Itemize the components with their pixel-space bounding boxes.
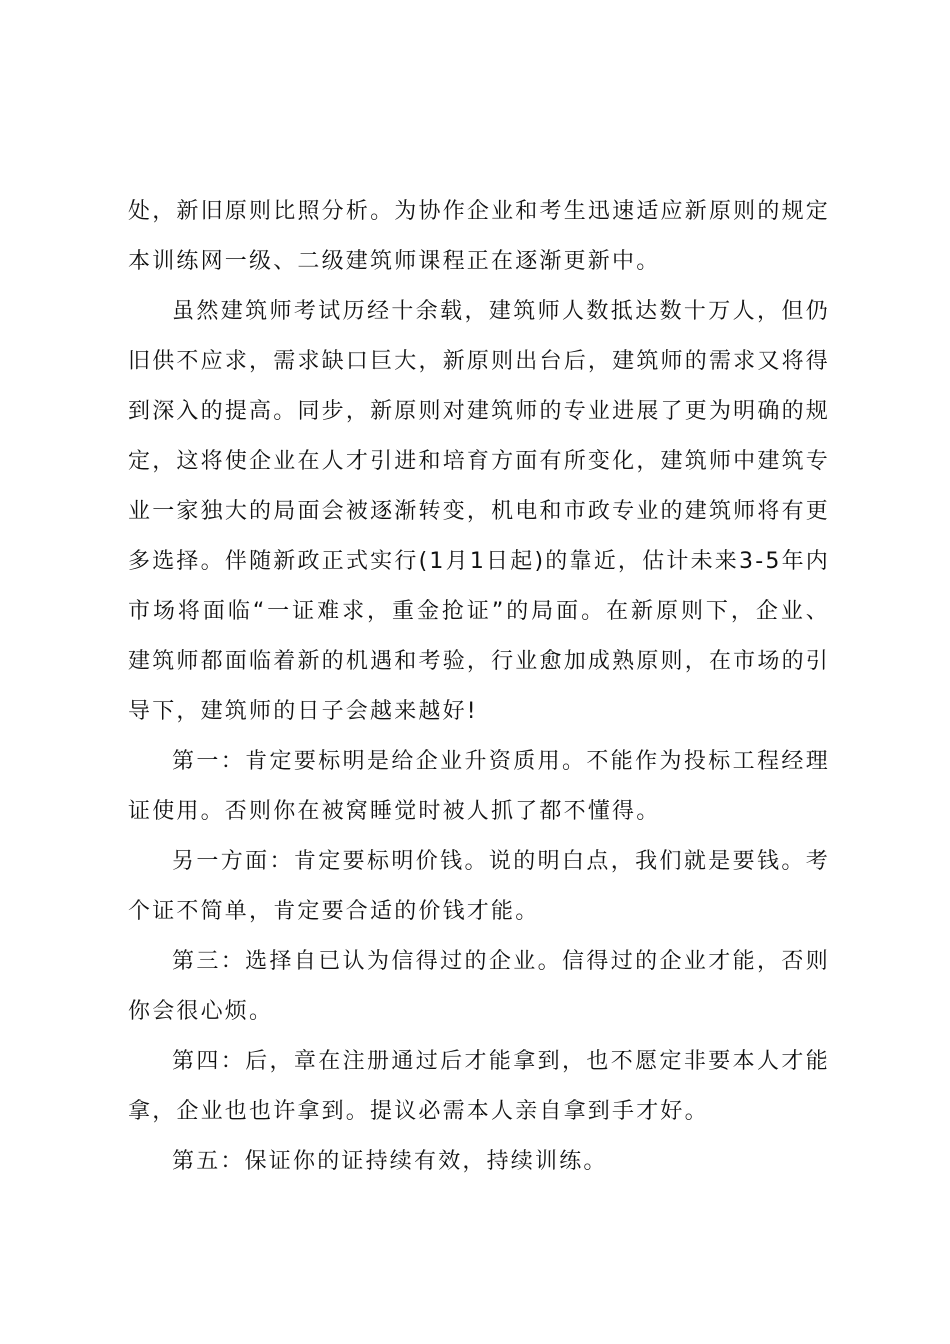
paragraph-continuation: 处，新旧原则比照分析。为协作企业和考生迅速适应新原则的规定本训练网一级、二级建筑师课程正在逐渐更新中。 xyxy=(128,199,830,274)
paragraph-point-three: 第三：选择自已认为信得过的企业。信得过的企业才能，否则你会很心烦。 xyxy=(128,949,830,1024)
paragraph-point-four: 第四：后，章在注册通过后才能拿到，也不愿定非要本人才能拿，企业也也许拿到。提议必需本人亲自拿到手才好。 xyxy=(128,1049,830,1124)
paragraph-market-outlook: 虽然建筑师考试历经十余载，建筑师人数抵达数十万人，但仍旧供不应求，需求缺口巨大，新原则出台后，建筑师的需求又将得到深入的提高。同步，新原则对建筑师的专业进展了更为明确的规定，这将使企业在人才引进和培育方面有所变化，建筑师中建筑专业一家独大的局面会被逐渐转变，机电和市政专业的建筑师将有更多选择。伴随新政正式实行(1月1日起)的靠近，估计未来3-5年内市场将面临“一证难求，重金抢证”的局面。在新原则下，企业、建筑师都面临着新的机遇和考验，行业愈加成熟原则，在市场的引导下，建筑师的日子会越来越好! xyxy=(128,299,830,724)
paragraph-point-one: 第一：肯定要标明是给企业升资质用。不能作为投标工程经理证使用。否则你在被窝睡觉时被人抓了都不懂得。 xyxy=(128,749,830,824)
paragraph-point-five: 第五：保证你的证持续有效，持续训练。 xyxy=(172,1149,608,1174)
document-body xyxy=(128,187,830,1187)
paragraph-point-two: 另一方面：肯定要标明价钱。说的明白点，我们就是要钱。考个证不简单，肯定要合适的价钱才能。 xyxy=(128,849,830,924)
